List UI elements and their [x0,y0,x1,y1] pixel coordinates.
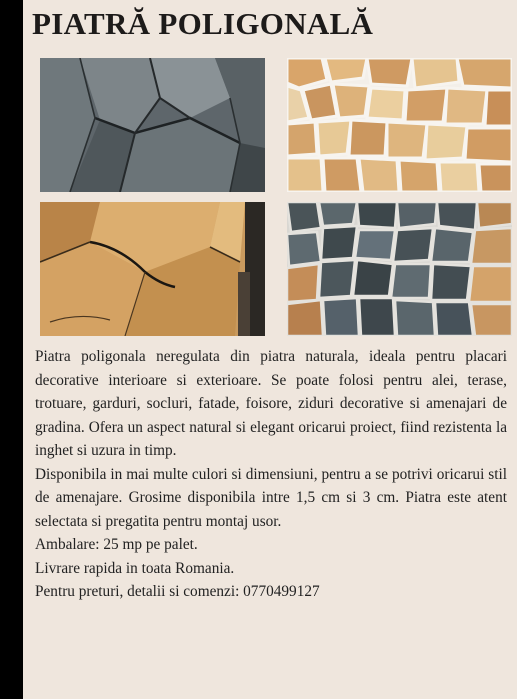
packaging-line: Ambalare: 25 mp pe palet. [35,536,198,553]
contact-line: Pentru preturi, detalii si comenzi: 0770499127 [35,583,320,600]
grey-slate-stone-photo [40,58,265,192]
product-page [23,0,517,699]
golden-sandstone-slab-photo [40,202,265,336]
page-title: PIATRĂ POLIGONALĂ [32,6,374,41]
delivery-line: Livrare rapida in toata Romania. [35,559,235,577]
yellow-flagstone-mosaic-photo [287,58,512,192]
product-description [35,345,507,604]
description-paragraph: Piatra poligonala neregulata din piatra naturala, ideala pentru placari decorative interioare si exterioare. Se poate folosi pentru alei, terase, trotuare, garduri, socluri, fatade, foisore, ziduri decorative si amenajari de gradina. Ofera un aspect natural si elegant oricarui proiect, fiind rezistenta la inghet si uzura in timp. [35,348,507,459]
availability-paragraph: Disponibila in mai multe culori si dimensiuni, pentru a se potrivi oricarui stil de amenajare. Grosime disponibila intre 1,5 cm si 3 cm. Piatra este atent selectata si pregatita pentru montaj usor. [35,465,507,530]
dark-stone-mosaic-photo [287,202,512,336]
